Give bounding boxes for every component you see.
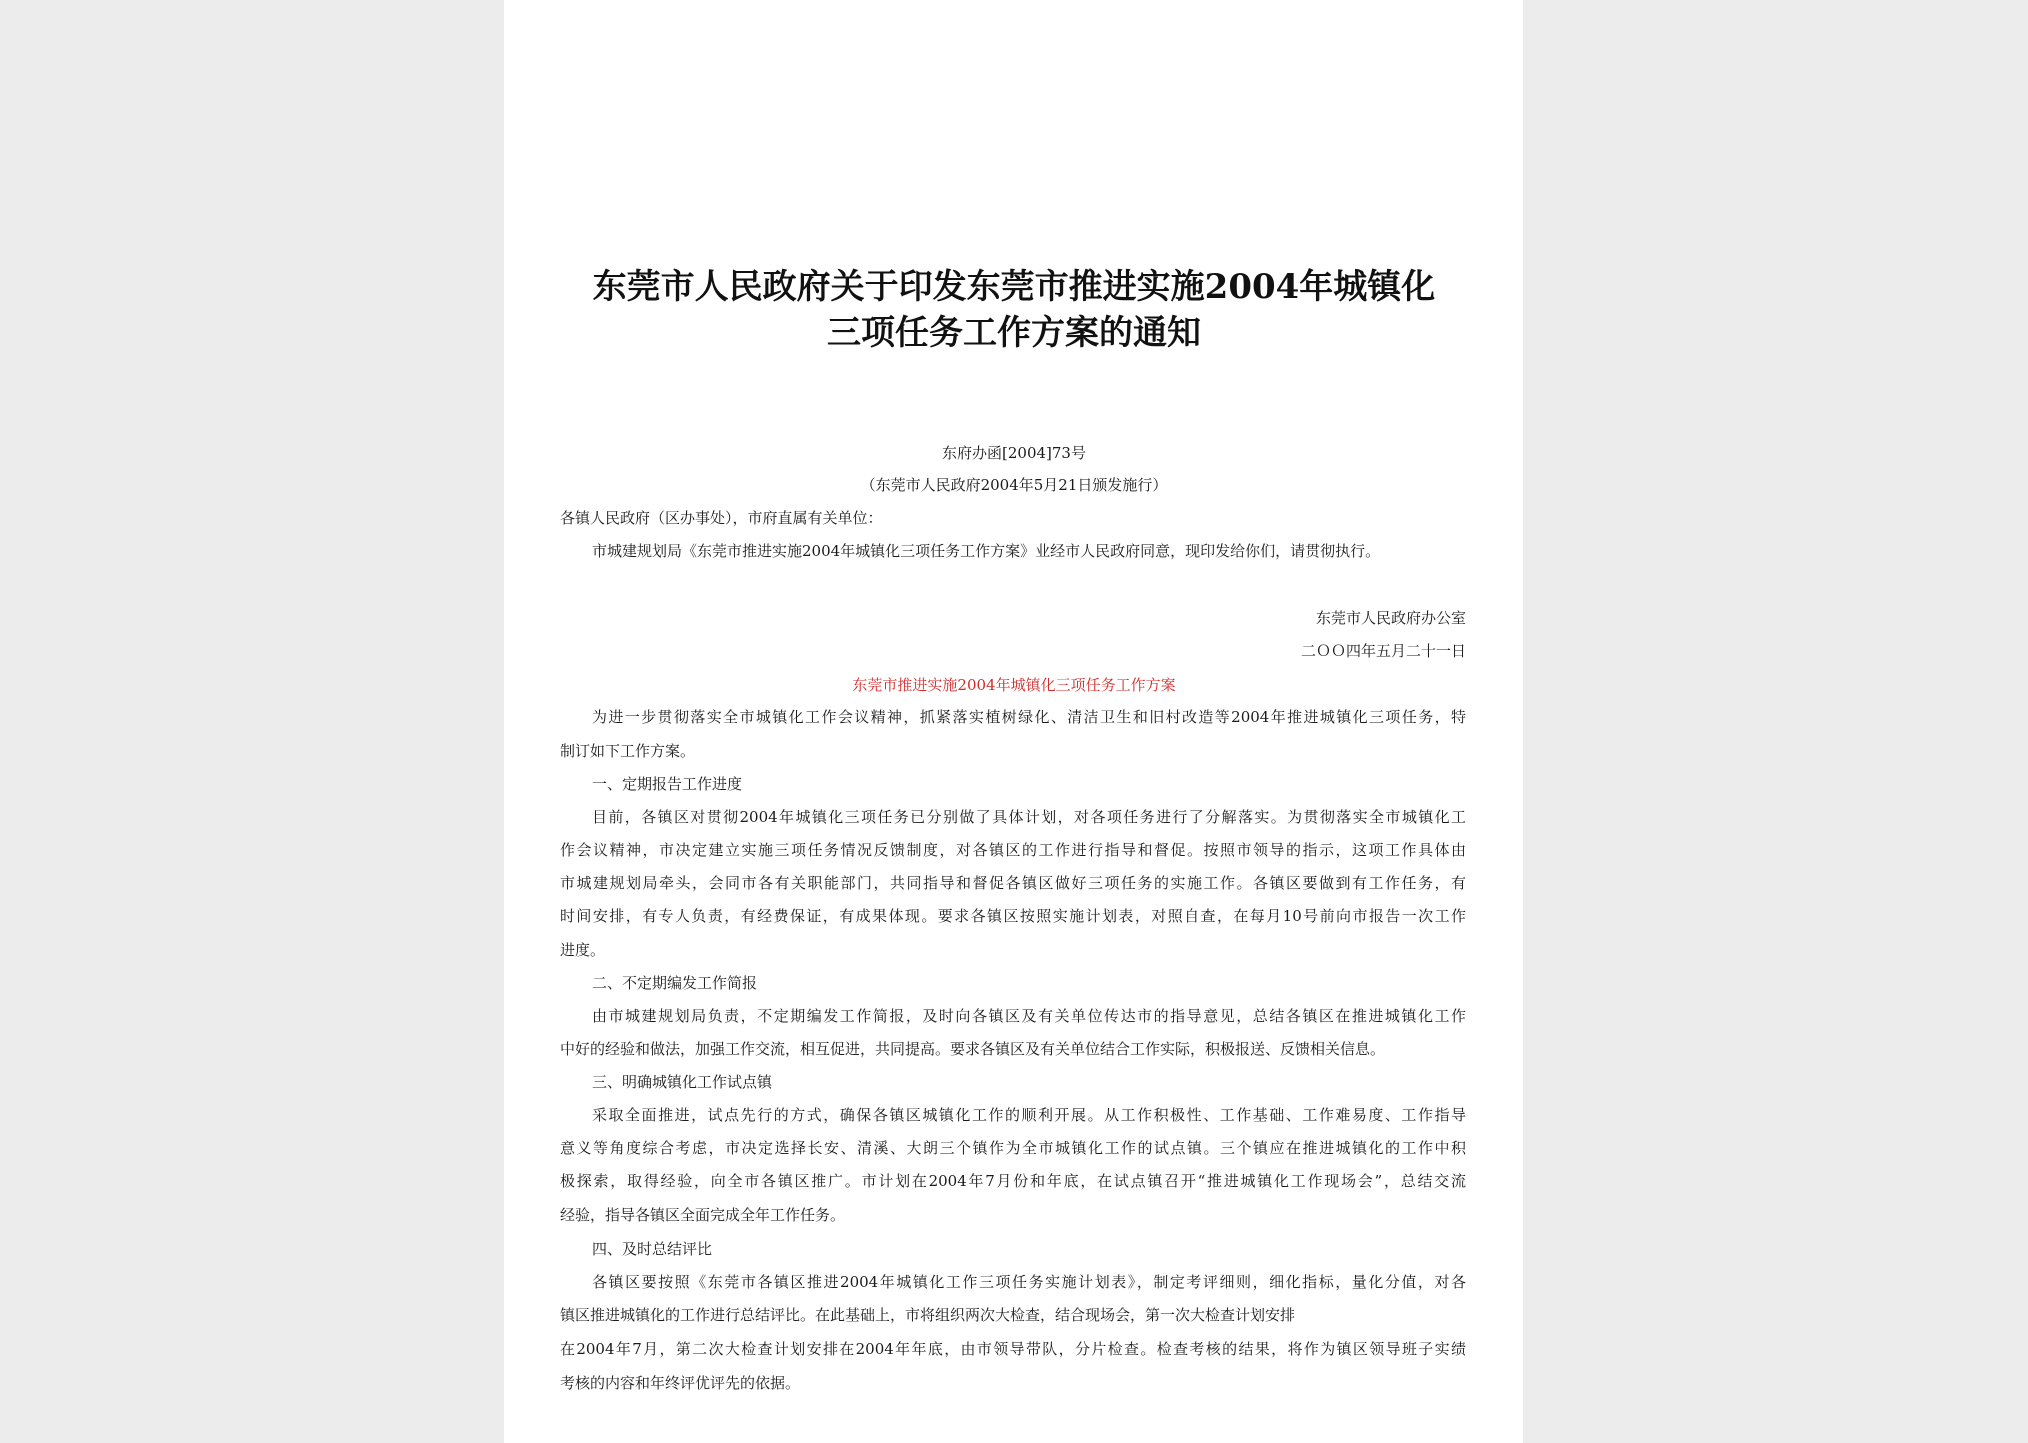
paragraph-line: 制订如下工作方案。 [560, 742, 696, 760]
paragraph-line: 进度。 [560, 941, 606, 959]
document-title-line-1: 东莞市人民政府关于印发东莞市推进实施2004年城镇化 [592, 267, 1436, 307]
section-heading: 一、定期报告工作进度 [592, 775, 743, 793]
paragraph-line: 目前，各镇区对贯彻2004年城镇化三项任务已分别做了具体计划，对各项任务进行了分解落实。为贯彻落实全市城镇化工 [592, 808, 1466, 826]
plan-title: 东莞市推进实施2004年城镇化三项任务工作方案 [852, 676, 1176, 694]
paragraph-line: 意义等角度综合考虑，市决定选择长安、清溪、大朗三个镇作为全市城镇化工作的试点镇。三个镇应在推进城镇化的工作中积 [560, 1139, 1466, 1157]
paragraph-line: 由市城建规划局负责，不定期编发工作简报，及时向各镇区及有关单位传达市的指导意见，总结各镇区在推进城镇化工作 [592, 1007, 1466, 1025]
signature-date: 二ＯＯ四年五月二十一日 [1300, 642, 1466, 660]
document-number: 东府办函[2004]73号 [942, 444, 1086, 462]
document-page [504, 0, 1523, 1443]
signature-office: 东莞市人民政府办公室 [1315, 609, 1466, 627]
paragraph-line: 中好的经验和做法，加强工作交流，相互促进，共同提高。要求各镇区及有关单位结合工作实际，积极报送、反馈相关信息。 [560, 1040, 1386, 1058]
paragraph-line: 市城建规划局牵头，会同市各有关职能部门，共同指导和督促各镇区做好三项任务的实施工作。各镇区要做到有工作任务，有 [560, 874, 1466, 892]
paragraph-line: 考核的内容和年终评优评先的依据。 [560, 1374, 801, 1392]
paragraph-line: 作会议精神，市决定建立实施三项任务情况反馈制度，对各镇区的工作进行指导和督促。按照市领导的指示，这项工作具体由 [560, 841, 1466, 859]
paragraph-line: 极探索，取得经验，向全市各镇区推广。市计划在2004年7月份和年底，在试点镇召开“推进城镇化工作现场会”，总结交流 [560, 1172, 1466, 1190]
document-title-line-2: 三项任务工作方案的通知 [827, 313, 1201, 353]
addressee: 各镇人民政府（区办事处），市府直属有关单位： [560, 509, 883, 527]
paragraph-line: 各镇区要按照《东莞市各镇区推进2004年城镇化工作三项任务实施计划表》，制定考评细则，细化指标，量化分值，对各 [592, 1273, 1466, 1291]
paragraph-line: 镇区推进城镇化的工作进行总结评比。在此基础上，市将组织两次大检查，结合现场会，第一次大检查计划安排 [560, 1306, 1296, 1324]
intro-paragraph: 市城建规划局《东莞市推进实施2004年城镇化三项任务工作方案》业经市人民政府同意，现印发给你们，请贯彻执行。 [592, 542, 1381, 560]
paragraph-line: 时间安排，有专人负责，有经费保证，有成果体现。要求各镇区按照实施计划表，对照自查，在每月10号前向市报告一次工作 [560, 907, 1466, 925]
section-heading: 三、明确城镇化工作试点镇 [592, 1073, 773, 1091]
paragraph-line: 采取全面推进，试点先行的方式，确保各镇区城镇化工作的顺利开展。从工作积极性、工作基础、工作难易度、工作指导 [592, 1106, 1466, 1124]
paragraph-line: 经验，指导各镇区全面完成全年工作任务。 [560, 1206, 846, 1224]
paragraph-line: 在2004年7月，第二次大检查计划安排在2004年年底，由市领导带队，分片检查。检查考核的结果，将作为镇区领导班子实绩 [560, 1340, 1466, 1358]
section-heading: 二、不定期编发工作简报 [592, 974, 758, 992]
section-heading: 四、及时总结评比 [592, 1240, 713, 1258]
paragraph-line: 为进一步贯彻落实全市城镇化工作会议精神，抓紧落实植树绿化、清洁卫生和旧村改造等2004年推进城镇化三项任务，特 [592, 708, 1466, 726]
issue-note: （东莞市人民政府2004年5月21日颁发施行） [860, 476, 1168, 494]
